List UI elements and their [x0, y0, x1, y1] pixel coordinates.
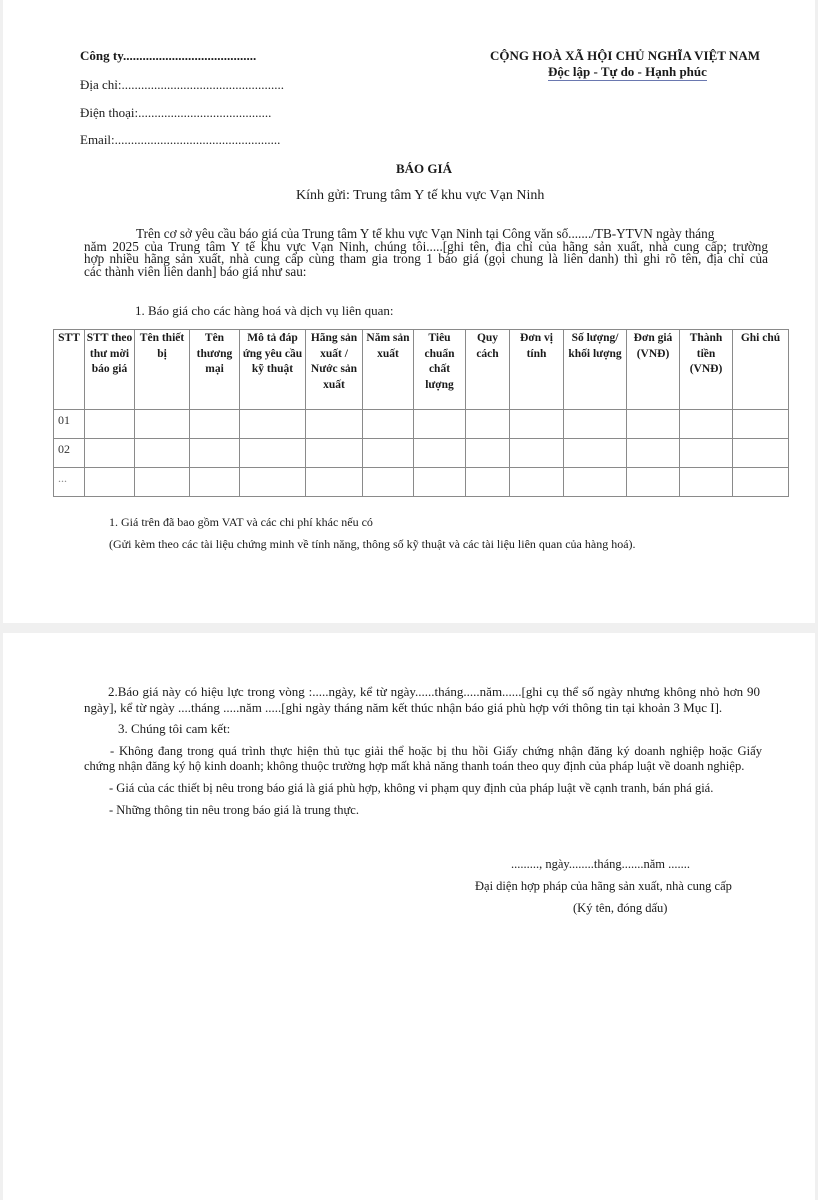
table-cell: 01 [54, 410, 85, 439]
col-header-manufacturer: Hãng sản xuất / Nước sản xuất [306, 330, 363, 410]
signature-note: (Ký tên, đóng dấu) [573, 901, 668, 915]
table-cell [680, 439, 733, 468]
table-cell [363, 439, 414, 468]
table-cell [414, 468, 466, 497]
company-field: Công ty......................................... [80, 48, 257, 63]
table-cell: 02 [54, 439, 85, 468]
attachments-note: (Gửi kèm theo các tài liệu chứng minh về tính năng, thông số kỹ thuật và các tài liệu liên quan của hàng hoá). [109, 537, 636, 551]
table-cell [733, 468, 789, 497]
validity-paragraph [84, 685, 760, 700]
table-cell [510, 410, 564, 439]
table-cell [733, 439, 789, 468]
col-header-unit-price: Đơn giá (VNĐ) [627, 330, 680, 410]
intro-paragraph [84, 228, 768, 278]
commitment-item-1-line-2: chứng nhận đăng ký hộ kinh doanh; không thuộc trường hợp mất khả năng thanh toán theo quy định của pháp luật về doanh nghiệp. [84, 759, 745, 773]
table-cell [466, 410, 510, 439]
col-header-year: Năm sản xuất [363, 330, 414, 410]
table-cell [363, 468, 414, 497]
col-header-specification: Quy cách [466, 330, 510, 410]
col-header-stt-invitation: STT theo thư mời báo giá [85, 330, 135, 410]
table-cell [627, 439, 680, 468]
validity-line-2: ngày], kể từ ngày ....tháng .....năm .....[ghi ngày tháng năm kết thúc nhận báo giá phù hợp với thông tin tại khoản 3 Mục I]. [84, 700, 723, 715]
document-title: BÁO GIÁ [396, 161, 452, 176]
col-header-trade-name: Tên thương mại [190, 330, 240, 410]
table-cell [680, 468, 733, 497]
table-header-row [54, 330, 789, 410]
col-header-device-name: Tên thiết bị [135, 330, 190, 410]
table-cell [85, 410, 135, 439]
table-row [54, 410, 789, 439]
table-cell [564, 439, 627, 468]
intro-line-1: Trên cơ sở yêu cầu báo giá của Trung tâm Y tế khu vực Vạn Ninh tại Công văn số......./TB-YTVN ngày tháng [136, 226, 715, 241]
commitment-item-1 [84, 744, 762, 759]
table-cell [733, 410, 789, 439]
table-cell [240, 439, 306, 468]
nation-title: CỘNG HOÀ XÃ HỘI CHỦ NGHĨA VIỆT NAM [490, 48, 761, 63]
col-header-unit: Đơn vị tính [510, 330, 564, 410]
recipient-line: Kính gửi: Trung tâm Y tế khu vực Vạn Ninh [296, 188, 545, 203]
table-cell [190, 410, 240, 439]
intro-line-3: hợp nhiều hãng sản xuất, nhà cung cấp cùng tham gia trong 1 báo giá (gọi chung là liên danh) thì ghi rõ tên, địa chỉ của [84, 251, 768, 266]
table-cell [306, 468, 363, 497]
intro-line-2: năm 2025 của Trung tâm Y tế khu vực Vạn Ninh, chúng tôi.....[ghi tên, địa chỉ của hãng sản xuất, nhà cung cấp; trường [84, 238, 768, 254]
commitment-item-1-line-1: - Không đang trong quá trình thực hiện thủ tục giải thể hoặc bị thu hồi Giấy chứng nhận đăng ký doanh nghiệp hoặc Giấy [110, 744, 762, 758]
table-cell [135, 410, 190, 439]
table-cell [466, 439, 510, 468]
table-cell [85, 468, 135, 497]
vat-note: 1. Giá trên đã bao gồm VAT và các chi phí khác nếu có [109, 515, 373, 529]
commitment-heading: 3. Chúng tôi cam kết: [118, 721, 231, 736]
table-cell [135, 439, 190, 468]
motto-text: Độc lập - Tự do - Hạnh phúc [548, 64, 707, 79]
col-header-stt: STT [54, 330, 85, 410]
signature-role: Đại diện hợp pháp của hãng sản xuất, nhà cung cấp [475, 879, 732, 893]
table-cell [306, 439, 363, 468]
table-cell [306, 410, 363, 439]
intro-line-4: các thành viên liên danh] báo giá như sau: [84, 263, 307, 279]
col-header-total: Thành tiền (VNĐ) [680, 330, 733, 410]
table-cell [627, 410, 680, 439]
table-cell [414, 410, 466, 439]
phone-field: Điện thoại:......................................... [80, 105, 272, 120]
table-cell [414, 439, 466, 468]
table-cell [510, 439, 564, 468]
table-cell [240, 468, 306, 497]
validity-line-1: 2.Báo giá này có hiệu lực trong vòng :.....ngày, kể từ ngày......tháng.....năm......[ghi cụ thể số ngày nhưng không nhỏ hơn 90 [108, 684, 760, 699]
table-cell [85, 439, 135, 468]
table-cell [466, 468, 510, 497]
table-row [54, 468, 789, 497]
section-1-heading: 1. Báo giá cho các hàng hoá và dịch vụ liên quan: [135, 303, 394, 318]
table-cell [564, 410, 627, 439]
table-cell [135, 468, 190, 497]
table-cell [510, 468, 564, 497]
col-header-quality-standard: Tiêu chuẩn chất lượng [414, 330, 466, 410]
table-cell: ... [54, 468, 85, 497]
table-cell [190, 468, 240, 497]
table-cell [363, 410, 414, 439]
email-field: Email:................................................... [80, 132, 281, 147]
document-page-2 [3, 633, 815, 1200]
document-page-1 [3, 0, 815, 623]
signature-date: ........., ngày........tháng.......năm ....... [511, 857, 691, 871]
table-cell [240, 410, 306, 439]
col-header-notes: Ghi chú [733, 330, 789, 410]
table-row [54, 439, 789, 468]
col-header-quantity: Số lượng/ khối lượng [564, 330, 627, 410]
commitment-item-2: - Giá của các thiết bị nêu trong báo giá là giá phù hợp, không vi phạm quy định của pháp luật về cạnh tranh, bán phá giá. [109, 781, 714, 795]
col-header-technical-description: Mô tả đáp ứng yêu cầu kỹ thuật [240, 330, 306, 410]
commitment-item-3: - Những thông tin nêu trong báo giá là trung thực. [109, 803, 359, 817]
table-cell [680, 410, 733, 439]
quotation-table [53, 329, 789, 497]
national-motto [548, 64, 707, 80]
address-field: Địa chỉ:.................................................. [80, 77, 285, 92]
table-cell [190, 439, 240, 468]
table-cell [564, 468, 627, 497]
table-cell [627, 468, 680, 497]
